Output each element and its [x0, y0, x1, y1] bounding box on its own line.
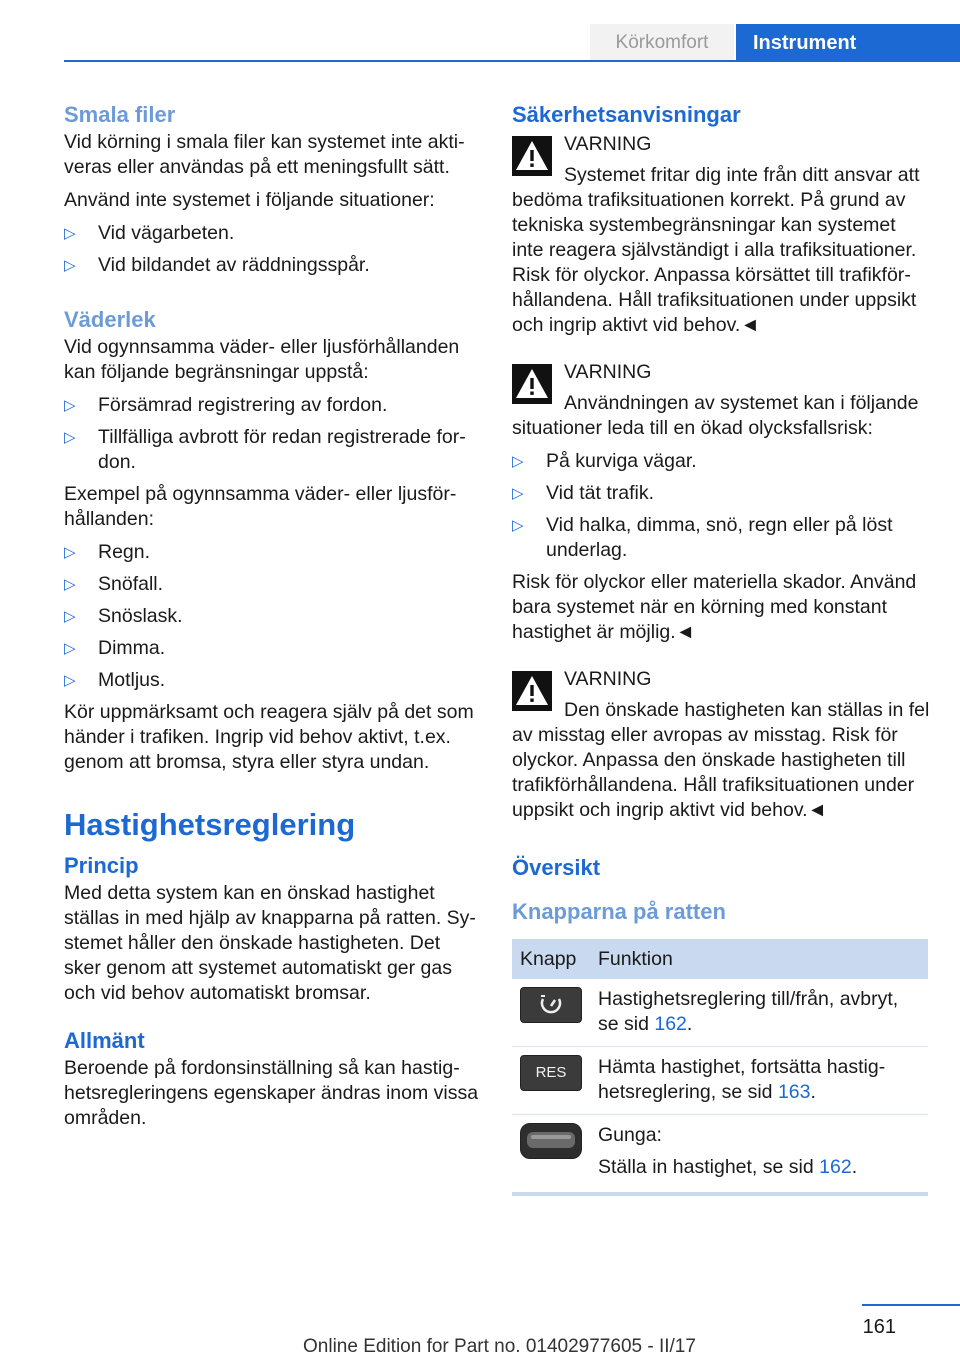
column-header-funktion: Funktion: [590, 939, 928, 979]
list-item: ▷ Vid bildandet av räddningsspår.: [64, 254, 370, 276]
list-item: ▷ Snöslask.: [64, 605, 183, 627]
page-link[interactable]: 163: [777, 1081, 811, 1103]
overview-heading: Översikt: [512, 855, 601, 880]
triangle-bullet-icon: ▷: [512, 485, 524, 502]
table-row: [512, 1115, 928, 1195]
warning-triangle-icon: [512, 136, 552, 176]
narrow-lanes-text: Vid körning i smala filer kan systemet inte aktiveras eller användas på ett meningsfullt sätt.: [64, 131, 465, 178]
buttons-heading: Knapparna på ratten: [512, 899, 726, 924]
warning-block-2: [512, 360, 930, 441]
warning-block-1: [512, 132, 930, 338]
tab-korkomfort[interactable]: Körkomfort: [590, 24, 734, 60]
function-cell: Hämta hastighet, fortsätta hastighetsreglering, se sid 163.: [590, 1047, 928, 1115]
triangle-bullet-icon: ▷: [512, 517, 524, 534]
list-item: ▷ Regn.: [64, 541, 151, 563]
list-item: ▷ Snöfall.: [64, 573, 164, 595]
principle-heading: Princip: [64, 853, 139, 878]
triangle-bullet-icon: ▷: [64, 257, 76, 274]
risk-situations-list: [512, 449, 930, 563]
triangle-bullet-icon: ▷: [512, 453, 524, 470]
res-button-icon: RES: [520, 1055, 582, 1091]
table-header-row: [512, 939, 928, 979]
column-header-knapp: Knapp: [512, 939, 590, 979]
narrow-lanes-heading: Smala filer: [64, 102, 176, 127]
steering-buttons-table: [512, 939, 928, 1196]
warning-text: Användningen av systemet kan i följande situationer leda till en ökad olycksfallsrisk:: [512, 392, 919, 439]
warning-label: VARNING: [564, 668, 652, 690]
triangle-bullet-icon: ▷: [64, 397, 76, 414]
triangle-bullet-icon: ▷: [64, 672, 76, 689]
warning-label: VARNING: [564, 361, 652, 383]
safety-heading: Säkerhetsanvisningar: [512, 102, 741, 127]
weather-heading: Väderlek: [64, 307, 156, 332]
edition-footer: Online Edition for Part no. 01402977605 - II/17: [303, 1336, 696, 1357]
list-item: ▷ Tillfälliga avbrott för redan registrerade fordon.: [64, 426, 466, 473]
function-cell: Gunga: Ställa in hastighet, se sid 162.: [590, 1115, 928, 1195]
cruise-control-title: Hastighetsreglering: [64, 807, 356, 842]
weather-intro2: Exempel på ogynnsamma väder- eller ljusförhållanden:: [64, 483, 457, 530]
weather-limitations-list: [64, 393, 482, 475]
function-cell: Hastighetsreglering till/från, avbryt, se sid 162.: [590, 979, 928, 1047]
list-item: ▷ Vid halka, dimma, snö, regn eller på löst underlag.: [512, 514, 893, 561]
list-item: ▷ Försämrad registrering av fordon.: [64, 394, 388, 416]
header-rule: [64, 60, 960, 62]
warning-closing: Risk för olyckor eller materiella skador. Använd bara systemet när en körning med konstant hastighet är möjlig.◄: [512, 571, 917, 643]
cruise-on-off-icon: [520, 987, 582, 1023]
narrow-lanes-list: [64, 221, 482, 278]
general-heading: Allmänt: [64, 1028, 145, 1053]
warning-block-3: [512, 667, 930, 823]
weather-closing: Kör uppmärksamt och reagera själv på det som händer i trafiken. Ingrip vid behov aktivt, t.ex. genom att bromsa, styra eller styra undan.: [64, 701, 474, 773]
warning-text: Systemet fritar dig inte från ditt ansvar att bedöma trafiksituationen korrekt. På grund av tekniska systembegränsningar kan systemet inte reagera självständigt i alla trafiksituationer. Risk för olyckor. Anpassa körsättet till trafikförhållandena. Håll trafiksituationen under uppsikt och ingrip aktivt vid behov.◄: [512, 164, 920, 336]
general-text: Beroende på fordonsinställning så kan hastighetsregleringens egenskaper ändras inom vissa områden.: [64, 1057, 479, 1129]
warning-triangle-icon: [512, 364, 552, 404]
weather-text: Vid ogynnsamma väder- eller ljusförhållanden kan följande begränsningar uppstå:: [64, 336, 460, 383]
page-header: [0, 0, 960, 62]
warning-triangle-icon: [512, 671, 552, 711]
triangle-bullet-icon: ▷: [64, 640, 76, 657]
page-link[interactable]: 162: [819, 1156, 852, 1178]
list-item: ▷ Vid vägarbeten.: [64, 222, 235, 244]
tab-instrument[interactable]: Instrument: [736, 24, 960, 62]
table-row: [512, 979, 928, 1047]
warning-label: VARNING: [564, 133, 652, 155]
triangle-bullet-icon: ▷: [64, 608, 76, 625]
table-row: [512, 1047, 928, 1115]
weather-examples-list: [64, 540, 482, 693]
list-item: ▷ Dimma.: [64, 637, 166, 659]
page-number: 161: [862, 1316, 896, 1338]
right-column: [512, 100, 930, 1196]
list-item: ▷ Vid tät trafik.: [512, 482, 655, 504]
warning-text: Den önskade hastigheten kan ställas in fel av misstag eller avropas av misstag. Risk för olyckor. Anpassa den önskade hastigheten till trafikförhållandena. Håll trafiksituationen under uppsikt och ingrip aktivt vid behov.◄: [512, 699, 930, 821]
triangle-bullet-icon: ▷: [64, 544, 76, 561]
list-item: ▷ På kurviga vägar.: [512, 450, 697, 472]
left-column: [64, 100, 482, 1131]
triangle-bullet-icon: ▷: [64, 225, 76, 242]
footer-rule: [862, 1304, 960, 1306]
narrow-lanes-intro: Använd inte systemet i följande situationer:: [64, 189, 435, 211]
triangle-bullet-icon: ▷: [64, 429, 76, 446]
triangle-bullet-icon: ▷: [64, 576, 76, 593]
list-item: ▷ Motljus.: [64, 669, 166, 691]
principle-text: Med detta system kan en önskad hastighet ställas in med hjälp av knapparna på ratten. Systemet håller den önskade hastigheten. Det sker genom att systemet automatiskt ger gas och vid behov automatiskt bromsar.: [64, 882, 476, 1004]
rocker-switch-icon: [520, 1123, 582, 1159]
page-link[interactable]: 162: [654, 1013, 687, 1035]
